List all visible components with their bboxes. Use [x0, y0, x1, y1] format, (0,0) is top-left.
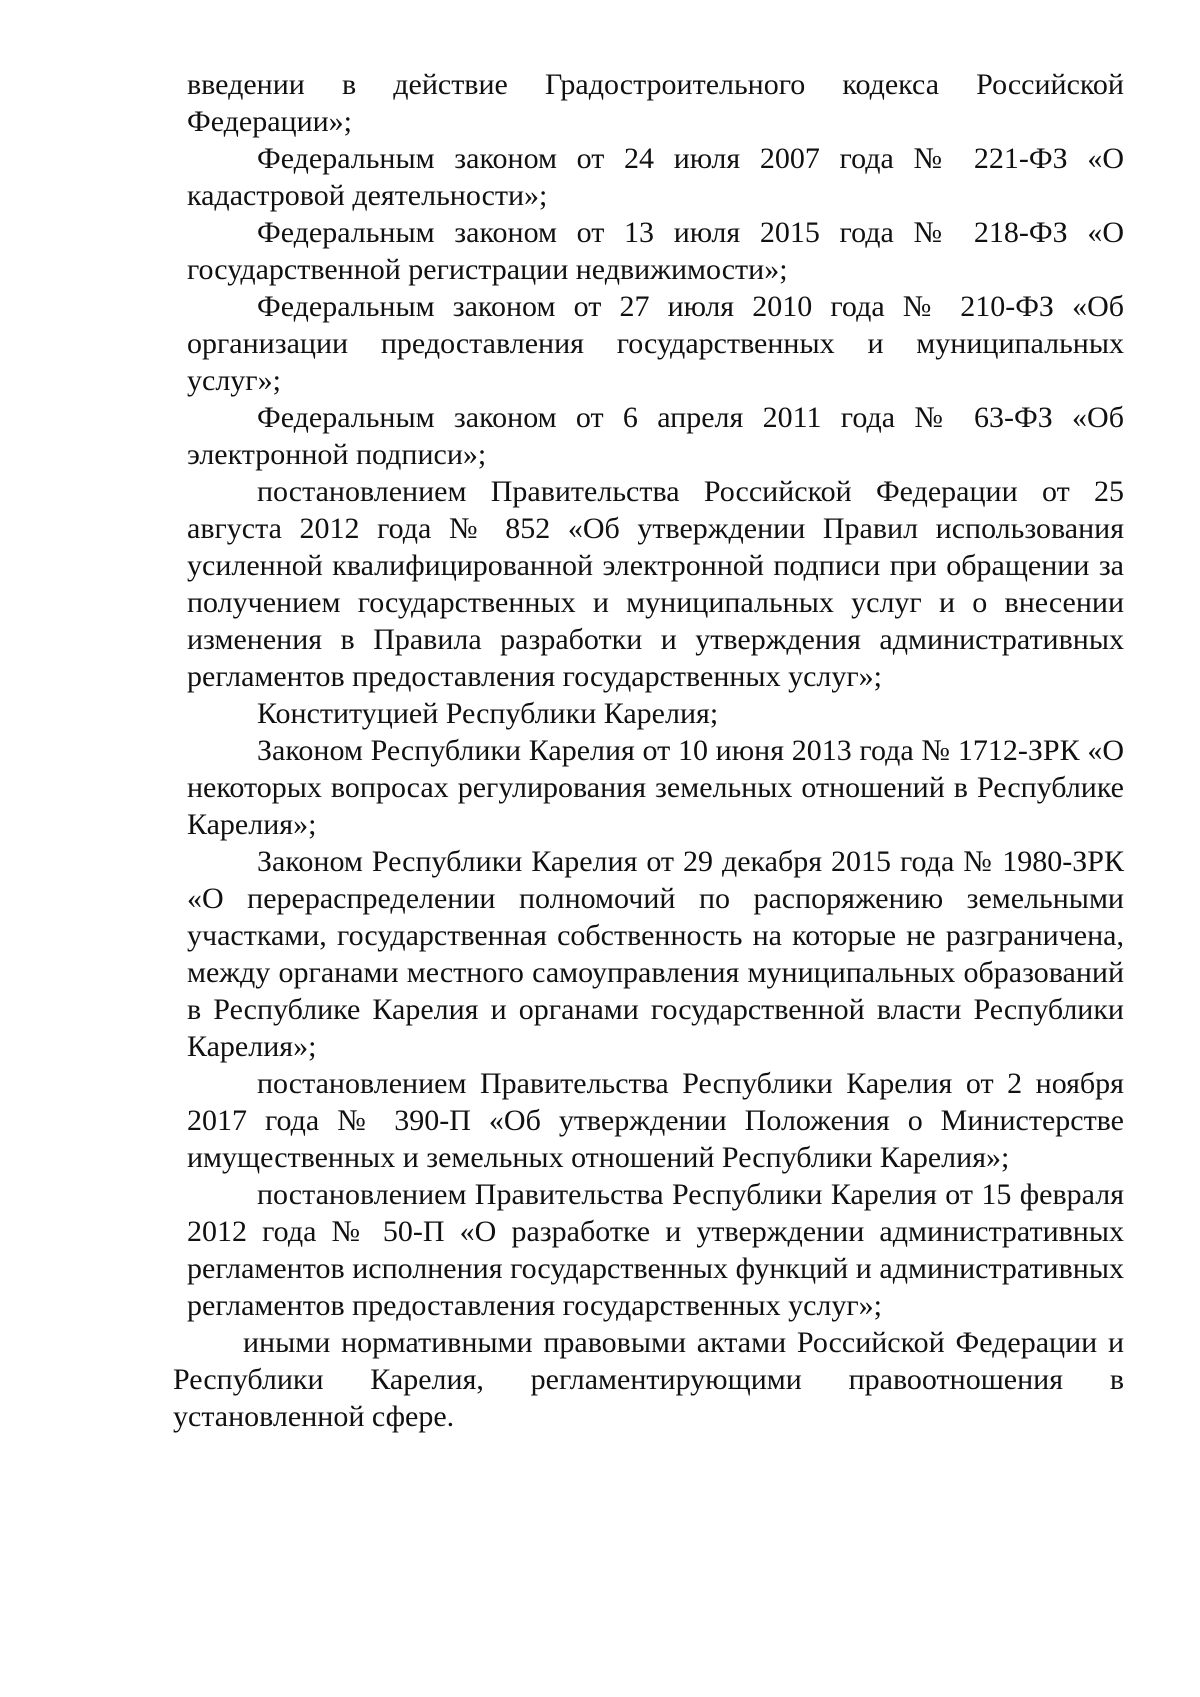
paragraph-karelia-law-1712: Законом Республики Карелия от 10 июня 2013 года № 1712-ЗРК «О некоторых вопросах регулирования земельных отношений в Республике Карелия»; [187, 734, 1124, 841]
paragraph-federal-law-221: Федеральным законом от 24 июля 2007 года № 221-ФЗ «О кадастровой деятельности»; [187, 142, 1124, 212]
paragraph-other-acts: иными нормативными правовыми актами Российской Федерации и Республики Карелия, регламентирующими правоотношения в установленной сфере. [173, 1326, 1124, 1433]
document-page [173, 66, 1124, 1435]
paragraph-federal-law-218: Федеральным законом от 13 июля 2015 года № 218-ФЗ «О государственной регистрации недвижимости»; [187, 216, 1124, 286]
paragraph-federal-law-63: Федеральным законом от 6 апреля 2011 года № 63-ФЗ «Об электронной подписи»; [187, 401, 1124, 471]
paragraph-karelia-decree-50: постановлением Правительства Республики Карелия от 15 февраля 2012 года № 50-П «О разработке и утверждении административных регламентов исполнения государственных функций и административных регламентов предоставления государственных услуг»; [187, 1178, 1124, 1322]
paragraph-government-decree-852: постановлением Правительства Российской Федерации от 25 августа 2012 года № 852 «Об утверждении Правил использования усиленной квалифицированной электронной подписи при обращении за получением государственных и муниципальных услуг и о внесении изменения в Правила разработки и утверждения административных регламентов предоставления государственных услуг»; [187, 475, 1124, 693]
paragraph-karelia-decree-390: постановлением Правительства Республики Карелия от 2 ноября 2017 года № 390-П «Об утверждении Положения о Министерстве имущественных и земельных отношений Республики Карелия»; [187, 1067, 1124, 1174]
paragraph-karelia-law-1980: Законом Республики Карелия от 29 декабря 2015 года № 1980-ЗРК «О перераспределении полномочий по распоряжению земельными участками, государственная собственность на которые не разграничена, между органами местного самоуправления муниципальных образований в Республике Карелия и органами государственной власти Республики Карелия»; [187, 845, 1124, 1063]
paragraph-federal-law-210: Федеральным законом от 27 июля 2010 года № 210-ФЗ «Об организации предоставления государственных и муниципальных услуг»; [187, 290, 1124, 397]
paragraph-constitution-karelia: Конституцией Республики Карелия; [257, 697, 719, 730]
paragraph-continuation: введении в действие Градостроительного кодекса Российской Федерации»; [187, 68, 1124, 138]
